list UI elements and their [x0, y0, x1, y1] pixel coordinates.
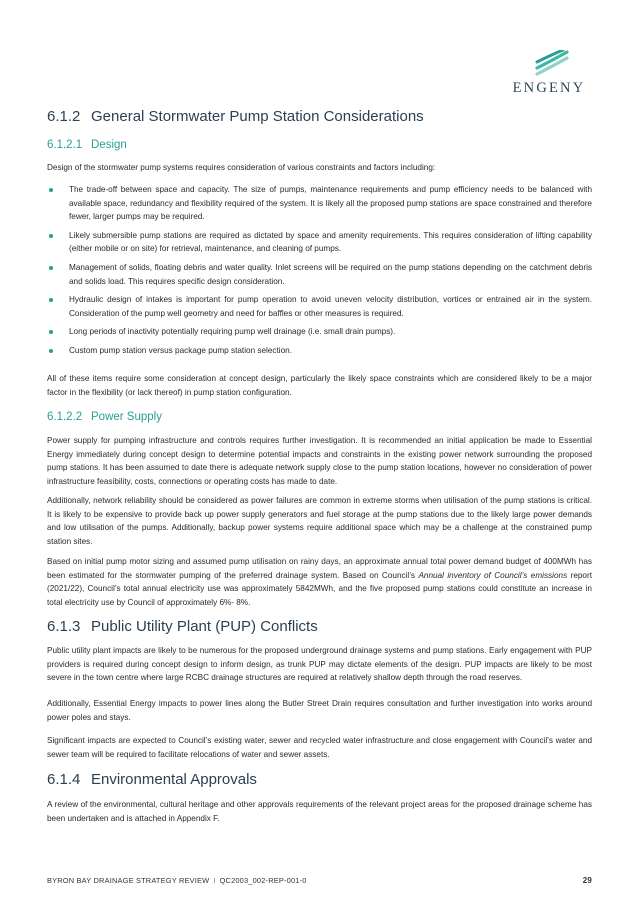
logo-wave-icon — [507, 50, 591, 80]
pup-paragraph-1: Public utility plant impacts are likely to be numerous for the proposed underground drainage systems and pump stations. Early engagement with PUP providers is required during concept design to inform design, as trunk PUP may dictate elements of the design. PUP impacts are likely to be most severe in the town centre where large RCBC drainage structures are required at relatively shallow depth through the road reserves. — [47, 646, 592, 683]
heading-6-1-2-2 — [47, 411, 592, 423]
list-item: Custom pump station versus package pump station selection. — [47, 344, 592, 358]
footer-separator: I — [213, 876, 216, 885]
heading-6-1-3 — [47, 618, 592, 635]
section-title: Power Supply — [91, 411, 162, 423]
logo-wordmark: ENGENY — [512, 80, 586, 96]
power-paragraph-3: Based on initial pump motor sizing and assumed pump utilisation on rainy days, an approximate annual total power demand budget of 400MWh has been estimated for the stormwater pumping of the preferred drainage system. Based on Council’s Annual inventory of Council’s emissions report (2021/22), Council’s total annual electricity use was approximately 5842MWh, and the five proposed pump stations could constitute an increase in total electricity use by Council of approximately 6%- 8%. — [47, 557, 592, 607]
design-intro: Design of the stormwater pump systems requires consideration of various constraints and factors including: — [47, 163, 436, 172]
bullet-icon — [49, 349, 53, 353]
bullet-icon — [49, 188, 53, 192]
bullet-icon — [49, 298, 53, 302]
engeny-logo — [507, 50, 591, 96]
list-item: Management of solids, floating debris and water quality. Inlet screens will be required on the pump stations depending on the catchment debris and solids load. This requires specific design consideration. — [47, 261, 592, 288]
list-item: Likely submersible pump stations are required as dictated by space and amenity requirements. This requires consideration of lifting capability (either mobile or on site) for retrieval, maintenance, and cleaning of pumps. — [47, 229, 592, 256]
power-paragraph-2: Additionally, network reliability should be considered as power failures are common in extreme storms when utilisation of the pump stations is critical. It is likely to be expensive to provide back up power supply generators and fuel storage at the pump stations due to the likely large power demands and low utilisation of the pumps. Additionally, backup power systems require additional space which may be a challenge at the constrained pump station sites. — [47, 496, 592, 546]
section-title: Public Utility Plant (PUP) Conflicts — [91, 618, 318, 635]
report-title: Annual inventory of Council’s emissions — [418, 570, 568, 580]
section-title: Design — [91, 139, 127, 151]
section-number: 6.1.2.2 — [47, 411, 83, 423]
pup-paragraph-2: Additionally, Essential Energy impacts to power lines along the Butler Street Drain requires consultation and further investigation into works around power poles and stays. — [47, 699, 592, 722]
section-title: General Stormwater Pump Station Considerations — [91, 108, 424, 125]
section-title: Environmental Approvals — [91, 771, 257, 788]
section-number: 6.1.3 — [47, 618, 81, 635]
bullet-icon — [49, 234, 53, 238]
section-number: 6.1.4 — [47, 771, 81, 788]
heading-6-1-2-1 — [47, 139, 592, 151]
footer-doc-title: BYRON BAY DRAINAGE STRATEGY REVIEW — [47, 876, 210, 885]
list-item: Long periods of inactivity potentially requiring pump well drainage (i.e. small drain pumps). — [47, 325, 592, 339]
bullet-icon — [49, 330, 53, 334]
section-number: 6.1.2 — [47, 108, 81, 125]
bullet-icon — [49, 266, 53, 270]
page-number: 29 — [582, 876, 592, 885]
heading-6-1-2 — [47, 108, 592, 125]
design-bullet-list — [47, 183, 592, 363]
section-number: 6.1.2.1 — [47, 139, 83, 151]
environmental-paragraph: A review of the environmental, cultural heritage and other approvals requirements of the relevant project areas for the proposed drainage scheme has been undertaken and is attached in Appendix F. — [47, 800, 592, 823]
list-item: The trade-off between space and capacity. The size of pumps, maintenance requirements and pump efficiency needs to be balanced with available space, redundancy and flexibility required of the system. It is likely all the proposed pump stations are space constrained and therefore fewer, larger pumps may be required. — [47, 183, 592, 224]
heading-6-1-4 — [47, 771, 592, 788]
footer-doc-ref: QC2003_002-REP-001-0 — [219, 876, 307, 885]
list-item: Hydraulic design of intakes is important for pump operation to avoid uneven velocity distribution, vortices or entrained air in the system. Consideration of the pump well geometry and need for baffles or other measures is required. — [47, 293, 592, 320]
design-outro: All of these items require some consideration at concept design, particularly the likely space constraints which are considered likely to be a major factor in the flexibility (or lack thereof) in pump station configuration. — [47, 374, 592, 397]
pup-paragraph-3: Significant impacts are expected to Council’s existing water, sewer and recycled water infrastructure and close engagement with Council’s water and sewer team will be required to facilitate relocations of water and sewer assets. — [47, 736, 592, 759]
page-footer — [47, 876, 592, 885]
power-paragraph-1: Power supply for pumping infrastructure and controls requires further investigation. It is recommended an initial application be made to Essential Energy immediately during concept design to determine potential impacts and constraints in the existing power network surrounding the proposed pump stations. It has been assumed to date there is adequate network supply close to the pump station locations, however no consideration of power infrastructure feasibility, costs, connections or operating costs has made to date. — [47, 436, 592, 486]
footer-left — [47, 876, 307, 885]
